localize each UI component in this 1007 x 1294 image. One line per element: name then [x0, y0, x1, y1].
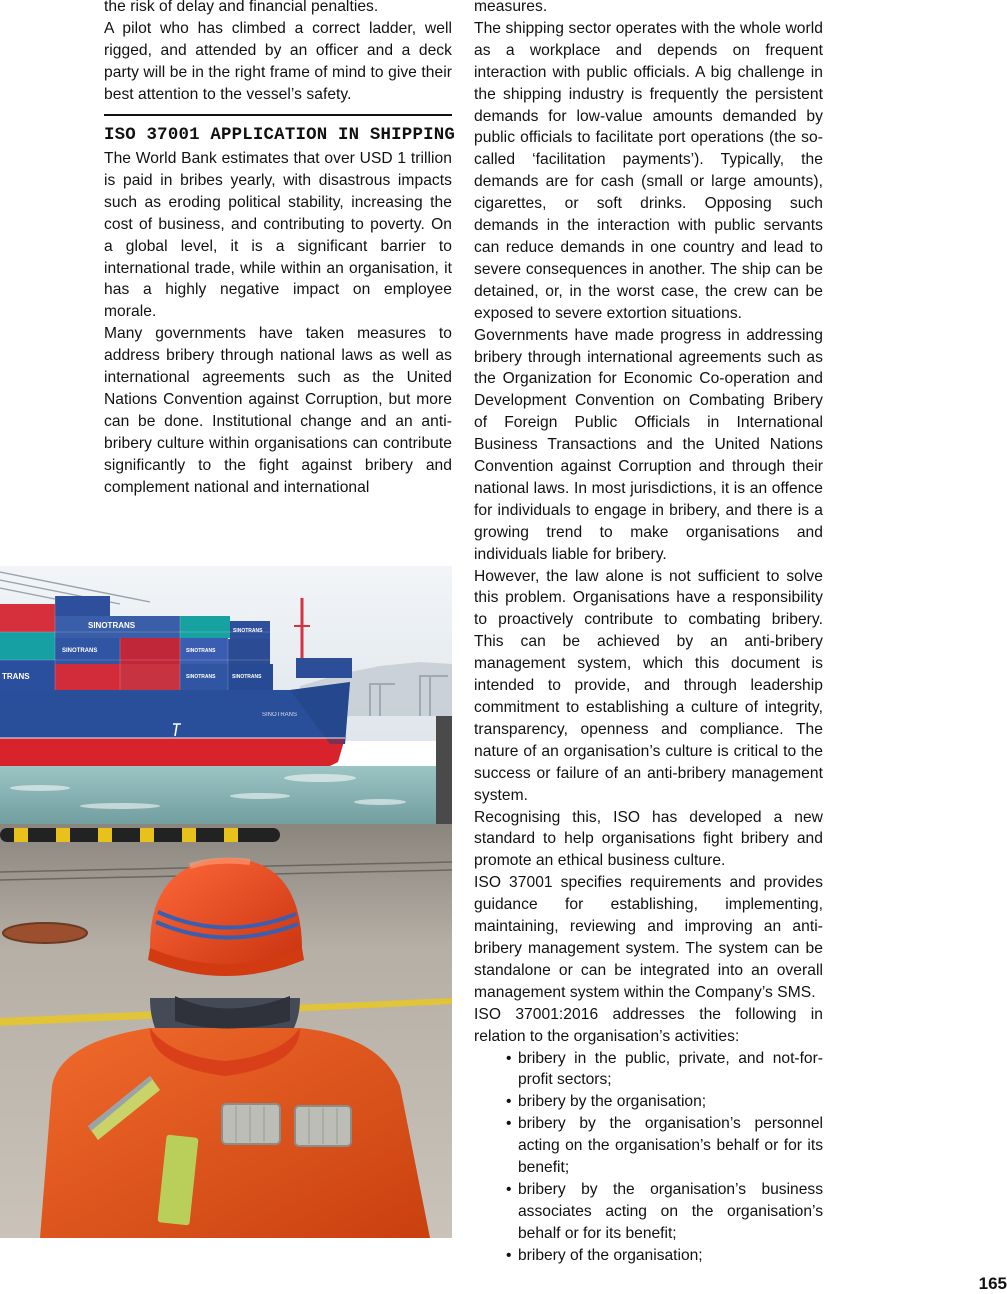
paragraph: However, the law alone is not sufficient to solve this problem. Organisations have a responsibility to proactively contribute to combating bribery. This can be achieved by an anti-bribery management system, which this document is intended to provide, and through leadership commitment to establishing a culture of integrity, transparency, openness and compliance. The nature of an organisation’s culture is critical to the success or failure of an anti-bribery management system.: [474, 567, 823, 804]
container-label: SINOTRANS: [62, 648, 98, 654]
list-item: • bribery by the organisation’s business associates acting on the organisation’s behalf or for its benefit;: [518, 1179, 823, 1245]
photo-illustration: [0, 566, 452, 1238]
container-label: SINOTRANS: [88, 621, 136, 630]
sea: [0, 766, 452, 828]
paragraph: ISO 37001 specifies requirements and provides guidance for establishing, implementing, maintaining, reviewing and improving an anti-bribery management system. The system can be standalone or can be integrated into an overall management system within the Company’s SMS.: [474, 874, 823, 1001]
quay-fender: [0, 828, 280, 842]
paragraph: Governments have made progress in addressing bribery through international agreements such as the Organization for Economic Co-operation and Development Convention on Combating Bribery of Foreign Public Officials in International Business Transactions and the United Nations Convention against Corruption and through their national laws. In most jurisdictions, it is an offence for individuals to engage in bribery, and there is a growing trend to make organisations and individuals liable for bribery.: [474, 326, 823, 563]
paragraph: Recognising this, ISO has developed a new standard to help organisations fight bribery and promote an ethical business culture.: [474, 808, 823, 870]
section-heading: ISO 37001 APPLICATION IN SHIPPING: [104, 126, 455, 145]
list-item: • bribery by the organisation;: [518, 1091, 823, 1113]
container-label: TRANS: [2, 672, 30, 681]
list-item: • bribery of the organisation;: [518, 1245, 823, 1267]
paragraph: Many governments have taken measures to address bribery through national laws as well as international agreements such as the United Nations Convention against Corruption, but more can be done. Institutional change and an anti-bribery culture within organisations can contribute significantly to the fight against bribery and complement national and international: [104, 325, 452, 496]
list-item: • bribery in the public, private, and not-for-profit sectors;: [518, 1048, 823, 1092]
hull-name: SINOTRANS: [262, 712, 298, 718]
manhole: [3, 923, 87, 943]
paragraph: ISO 37001:2016 addresses the following in relation to the organisation’s activities:: [474, 1005, 823, 1045]
container-label: SINOTRANS: [232, 674, 262, 680]
container-label: SINOTRANS: [233, 628, 263, 634]
paragraph: A pilot who has climbed a correct ladder, well rigged, and attended by an officer and a deck party will be in the right frame of mind to give their best attention to the vessel’s safety.: [104, 19, 452, 103]
left-intro: [104, 0, 452, 106]
container-label: SINOTRANS: [186, 648, 216, 654]
paragraph: The World Bank estimates that over USD 1 trillion is paid in bribes yearly, with disastrous impacts such as eroding political stability, increasing the cost of business, and contributing to poverty. On a global level, it is a significant barrier to international trade, while within an organisation, it has a highly negative impact on employee morale.: [104, 150, 452, 321]
paragraph: measures.: [474, 0, 548, 15]
paragraph: the risk of delay and financial penalties.: [104, 0, 379, 15]
left-body: [104, 148, 452, 499]
list-item: • bribery by the organisation’s personnel acting on the organisation’s behalf or for its benefit;: [518, 1113, 823, 1179]
page-number: 165: [978, 1274, 1007, 1293]
container-label: SINOTRANS: [186, 674, 216, 680]
bullet-list: [474, 1048, 823, 1267]
right-body: [474, 0, 823, 1267]
container-ship-photo: [0, 566, 452, 1238]
paragraph: The shipping sector operates with the whole world as a workplace and depends on frequent interaction with public officials. A big challenge in the shipping industry is frequently the persistent demands for low-value amounts demanded by public officials to facilitate port operations (the so-called ‘facilitation payments’). Typically, the demands are for cash (small or large amounts), cigarettes, or soft drinks. Opposing such demands in the interaction with public servants can reduce demands in one country and lead to severe consequences in another. The ship can be detained, or, in the worst case, the crew can be exposed to severe extortion situations.: [474, 19, 823, 322]
section-divider: [104, 114, 452, 116]
ship-hull: [0, 682, 350, 772]
